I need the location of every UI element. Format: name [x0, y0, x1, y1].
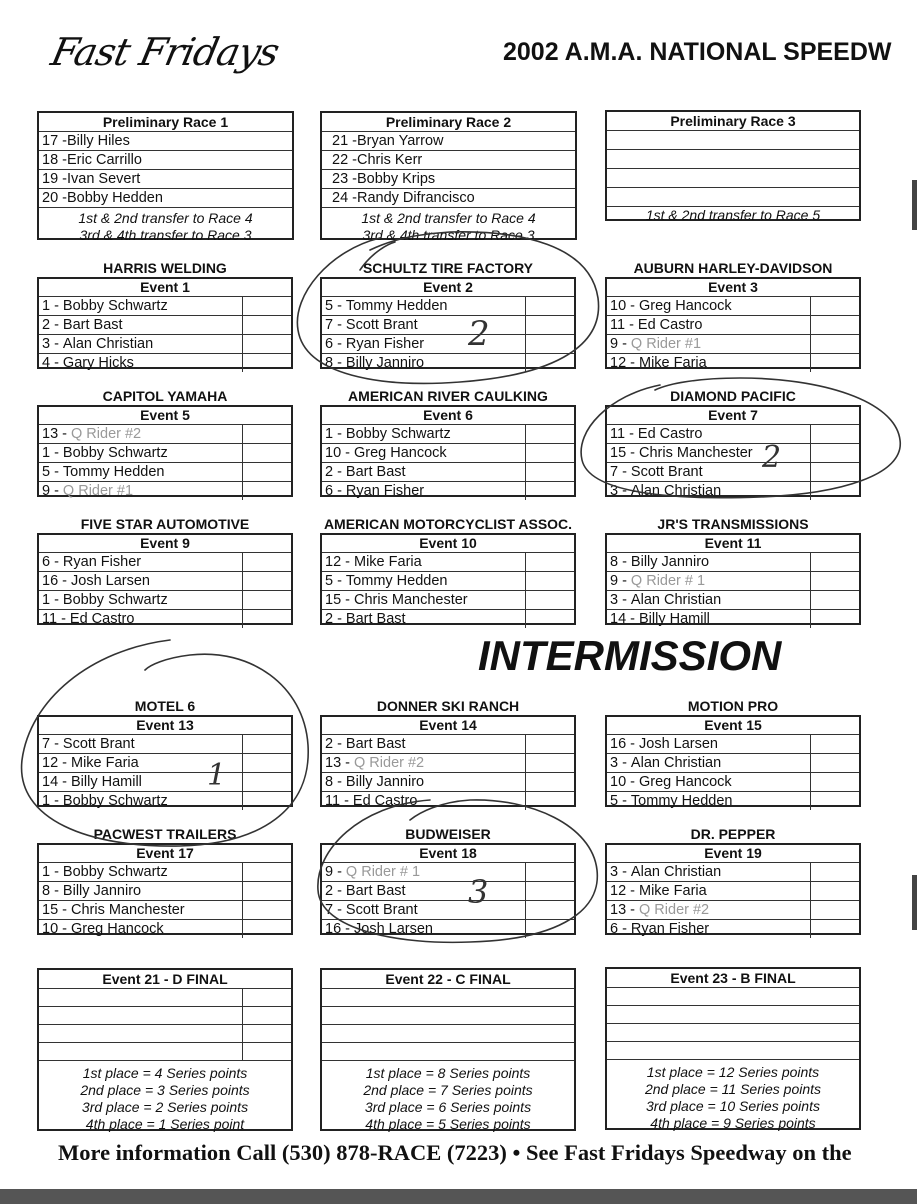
- rider-name: Mike Faria: [354, 554, 422, 570]
- event-sponsor: AUBURN HARLEY-DAVIDSON: [633, 260, 833, 276]
- event-sponsor: CAPITOL YAMAHA: [102, 388, 228, 404]
- final-title: Event 21 - D FINAL: [39, 970, 291, 989]
- rider-name: Tommy Hedden: [630, 793, 733, 809]
- rider-number: 8 -: [42, 883, 59, 899]
- rider-number: 11 -: [610, 426, 634, 442]
- transfer-note: 1st & 2nd transfer to Race 4: [361, 210, 536, 226]
- rider-number: 10 -: [325, 445, 350, 461]
- rider-number: 9 -: [42, 483, 59, 499]
- event-title: Event 13: [39, 717, 291, 735]
- rider-number: 10 -: [42, 921, 67, 937]
- circle-event-7: [581, 378, 900, 498]
- rider-number: 9 -: [610, 336, 627, 352]
- rider-number: 14 -: [42, 774, 67, 790]
- prelim-rider: 21 -Bryan Yarrow: [322, 132, 575, 151]
- rider-name: Ed Castro: [352, 793, 418, 809]
- rider-name: Bobby Schwartz: [62, 793, 168, 809]
- rider-number: 2 -: [325, 736, 342, 752]
- rider-number: 16 -: [610, 736, 635, 752]
- event-title: Event 17: [39, 845, 291, 863]
- rider-name: Q Rider #2: [71, 426, 142, 442]
- rider-name: Billy Janniro: [630, 554, 710, 570]
- rider-name: Bobby Schwartz: [62, 864, 168, 880]
- rider-name: Bobby Schwartz: [62, 445, 168, 461]
- rider-name: Bart Bast: [62, 317, 123, 333]
- rider-name: Bart Bast: [345, 611, 406, 627]
- rider-name: Bart Bast: [345, 736, 406, 752]
- event-sponsor: AMERICAN RIVER CAULKING: [348, 388, 548, 404]
- rider-name: Q Rider #1: [630, 336, 702, 352]
- rider-name: Josh Larsen: [354, 921, 433, 937]
- points-line: 3rd place = 6 Series points: [364, 1099, 532, 1115]
- rider-name: Gary Hicks: [62, 355, 134, 371]
- rider-name: Billy Janniro: [345, 774, 425, 790]
- circle-event-18: [318, 800, 597, 942]
- rider-number: 1 -: [42, 298, 59, 314]
- rider-name: Alan Christian: [630, 592, 722, 608]
- rider-number: 12 -: [42, 755, 67, 771]
- handwritten-mark-event-7: 2: [762, 440, 782, 475]
- rider-number: 5 -: [325, 573, 342, 589]
- rider-name: Q Rider #2: [354, 755, 425, 771]
- event-sponsor: MOTION PRO: [687, 698, 779, 714]
- rider-number: 5 -: [325, 298, 342, 314]
- rider-name: Mike Faria: [639, 883, 707, 899]
- points-line: 1st place = 12 Series points: [646, 1064, 820, 1080]
- intermission-banner: INTERMISSION: [478, 632, 782, 679]
- rider-number: 9 -: [610, 573, 627, 589]
- rider-name: Ed Castro: [637, 426, 703, 442]
- rider-name: Josh Larsen: [639, 736, 718, 752]
- event-sponsor: PACWEST TRAILERS: [93, 826, 237, 842]
- rider-number: 16 -: [42, 573, 67, 589]
- rider-number: 3 -: [42, 336, 59, 352]
- rider-number: 15 -: [610, 445, 635, 461]
- event-title: Event 6: [322, 407, 574, 425]
- rider-name: Alan Christian: [630, 864, 722, 880]
- rider-number: 3 -: [610, 755, 627, 771]
- transfer-note: 3rd & 4th transfer to Race 3: [79, 227, 252, 243]
- rider-number: 3 -: [610, 592, 627, 608]
- rider-number: 10 -: [610, 298, 635, 314]
- rider-name: Billy Janniro: [345, 355, 425, 371]
- rider-number: 9 -: [325, 864, 342, 880]
- rider-number: 8 -: [325, 774, 342, 790]
- prelim-rider: 20 -Bobby Hedden: [39, 189, 292, 208]
- event-sponsor: DR. PEPPER: [690, 826, 776, 842]
- rider-name: Greg Hancock: [354, 445, 447, 461]
- points-line: 1st place = 8 Series points: [365, 1065, 531, 1081]
- rider-number: 2 -: [325, 611, 342, 627]
- prelim-title: Preliminary Race 1: [39, 113, 292, 132]
- event-sponsor: DIAMOND PACIFIC: [670, 388, 796, 404]
- event-title: Event 15: [607, 717, 859, 735]
- event-sponsor: HARRIS WELDING: [103, 260, 227, 276]
- rider-number: 1 -: [42, 592, 59, 608]
- fast-fridays-logo: Fast Fridays: [47, 30, 283, 74]
- rider-number: 15 -: [325, 592, 350, 608]
- prelim-title: Preliminary Race 2: [322, 113, 575, 132]
- rider-name: Ed Castro: [69, 611, 135, 627]
- handwritten-mark-event-2: 2: [468, 314, 490, 354]
- prelim-rider: 22 -Chris Kerr: [322, 151, 575, 170]
- prelim-rider: 17 -Billy Hiles: [39, 132, 292, 151]
- rider-number: 16 -: [325, 921, 350, 937]
- rider-number: 6 -: [325, 483, 342, 499]
- rider-number: 7 -: [325, 902, 342, 918]
- event-title: Event 18: [322, 845, 574, 863]
- rider-name: Bobby Schwartz: [62, 298, 168, 314]
- rider-number: 13 -: [610, 902, 635, 918]
- circle-event-2: [297, 232, 598, 384]
- event-title: Event 9: [39, 535, 291, 553]
- event-sponsor: JR'S TRANSMISSIONS: [657, 516, 809, 532]
- rider-number: 6 -: [610, 921, 627, 937]
- rider-name: Q Rider # 1: [630, 573, 706, 589]
- rider-name: Tommy Hedden: [62, 464, 165, 480]
- handwritten-mark-event-13: 1: [207, 758, 227, 793]
- rider-name: Chris Manchester: [354, 592, 468, 608]
- rider-number: 11 -: [610, 317, 634, 333]
- event-title: Event 5: [39, 407, 291, 425]
- rider-name: Greg Hancock: [71, 921, 164, 937]
- rider-number: 8 -: [610, 554, 627, 570]
- points-line: 2nd place = 11 Series points: [644, 1081, 822, 1097]
- rider-name: Alan Christian: [630, 483, 722, 499]
- rider-number: 14 -: [610, 611, 635, 627]
- rider-number: 13 -: [325, 755, 350, 771]
- event-title: Event 7: [607, 407, 859, 425]
- event-sponsor: MOTEL 6: [134, 698, 196, 714]
- rider-name: Q Rider #1: [62, 483, 134, 499]
- rider-name: Greg Hancock: [639, 774, 732, 790]
- rider-number: 3 -: [610, 864, 627, 880]
- points-line: 4th place = 1 Series point: [85, 1116, 245, 1132]
- event-sponsor: AMERICAN MOTORCYCLIST ASSOC.: [323, 516, 573, 532]
- rider-name: Ed Castro: [637, 317, 703, 333]
- rider-number: 7 -: [325, 317, 342, 333]
- transfer-note: 1st & 2nd transfer to Race 4: [78, 210, 253, 226]
- rider-name: Greg Hancock: [639, 298, 732, 314]
- rider-number: 2 -: [42, 317, 59, 333]
- rider-name: Mike Faria: [639, 355, 707, 371]
- points-line: 3rd place = 10 Series points: [646, 1098, 820, 1114]
- prelim-rider: 18 -Eric Carrillo: [39, 151, 292, 170]
- rider-name: Chris Manchester: [71, 902, 185, 918]
- rider-number: 12 -: [610, 883, 635, 899]
- rider-name: Bart Bast: [345, 883, 406, 899]
- circle-event-13: [22, 640, 309, 846]
- event-title: Event 2: [322, 279, 574, 297]
- rider-number: 13 -: [42, 426, 67, 442]
- prelim-rider: 19 -Ivan Severt: [39, 170, 292, 189]
- footer-info: More information Call (530) 878-RACE (7223) • See Fast Fridays Speedway on the: [58, 1140, 852, 1165]
- event-title: Event 11: [607, 535, 859, 553]
- transfer-note: 3rd & 4th transfer to Race 3: [362, 227, 535, 243]
- points-line: 3rd place = 2 Series points: [81, 1099, 249, 1115]
- rider-name: Bart Bast: [345, 464, 406, 480]
- rider-number: 4 -: [42, 355, 59, 371]
- rider-number: 1 -: [325, 426, 342, 442]
- rider-number: 12 -: [610, 355, 635, 371]
- rider-name: Ryan Fisher: [62, 554, 142, 570]
- rider-number: 11 -: [42, 611, 66, 627]
- rider-name: Bobby Schwartz: [345, 426, 451, 442]
- rider-name: Ryan Fisher: [630, 921, 710, 937]
- rider-number: 3 -: [610, 483, 627, 499]
- page-title: 2002 A.M.A. NATIONAL SPEEDW: [503, 38, 892, 66]
- prelim-title: Preliminary Race 3: [607, 112, 859, 131]
- rider-name: Scott Brant: [630, 464, 703, 480]
- event-sponsor: BUDWEISER: [405, 826, 491, 842]
- transfer-note: 1st & 2nd transfer to Race 5: [645, 207, 821, 223]
- final-title: Event 22 - C FINAL: [322, 970, 574, 989]
- points-line: 1st place = 4 Series points: [82, 1065, 248, 1081]
- points-line: 4th place = 5 Series points: [365, 1116, 531, 1132]
- event-sponsor: DONNER SKI RANCH: [376, 698, 520, 714]
- event-title: Event 10: [322, 535, 574, 553]
- rider-name: Bobby Schwartz: [62, 592, 168, 608]
- points-line: 4th place = 9 Series points: [650, 1115, 816, 1131]
- rider-name: Ryan Fisher: [345, 336, 425, 352]
- rider-name: Billy Janniro: [62, 883, 142, 899]
- rider-name: Tommy Hedden: [345, 573, 448, 589]
- rider-name: Billy Hamill: [639, 611, 710, 627]
- rider-number: 12 -: [325, 554, 350, 570]
- rider-number: 7 -: [42, 736, 59, 752]
- prelim-rider: 24 -Randy Difrancisco: [322, 189, 575, 208]
- rider-name: Scott Brant: [345, 317, 418, 333]
- rider-name: Tommy Hedden: [345, 298, 448, 314]
- rider-number: 8 -: [325, 355, 342, 371]
- rider-number: 10 -: [610, 774, 635, 790]
- points-line: 2nd place = 3 Series points: [80, 1082, 250, 1098]
- rider-number: 1 -: [42, 793, 59, 809]
- event-sponsor: SCHULTZ TIRE FACTORY: [362, 260, 534, 276]
- rider-name: Alan Christian: [62, 336, 154, 352]
- rider-number: 6 -: [325, 336, 342, 352]
- rider-number: 2 -: [325, 464, 342, 480]
- event-sponsor: FIVE STAR AUTOMOTIVE: [80, 516, 250, 532]
- rider-number: 1 -: [42, 445, 59, 461]
- rider-number: 11 -: [325, 793, 349, 809]
- rider-number: 7 -: [610, 464, 627, 480]
- rider-name: Alan Christian: [630, 755, 722, 771]
- rider-number: 15 -: [42, 902, 67, 918]
- rider-name: Ryan Fisher: [345, 483, 425, 499]
- final-title: Event 23 - B FINAL: [607, 969, 859, 988]
- rider-name: Q Rider # 1: [345, 864, 421, 880]
- rider-name: Scott Brant: [62, 736, 135, 752]
- handwritten-mark-event-18: 3: [468, 873, 489, 911]
- rider-number: 5 -: [42, 464, 59, 480]
- points-line: 2nd place = 7 Series points: [363, 1082, 533, 1098]
- prelim-rider: 23 -Bobby Krips: [322, 170, 575, 189]
- event-title: Event 14: [322, 717, 574, 735]
- rider-name: Q Rider #2: [639, 902, 710, 918]
- rider-number: 1 -: [42, 864, 59, 880]
- rider-name: Josh Larsen: [71, 573, 150, 589]
- event-title: Event 1: [39, 279, 291, 297]
- event-title: Event 3: [607, 279, 859, 297]
- rider-number: 2 -: [325, 883, 342, 899]
- rider-name: Scott Brant: [345, 902, 418, 918]
- event-title: Event 19: [607, 845, 859, 863]
- rider-name: Mike Faria: [71, 755, 139, 771]
- rider-number: 5 -: [610, 793, 627, 809]
- rider-name: Chris Manchester: [639, 445, 753, 461]
- rider-name: Billy Hamill: [71, 774, 142, 790]
- rider-number: 6 -: [42, 554, 59, 570]
